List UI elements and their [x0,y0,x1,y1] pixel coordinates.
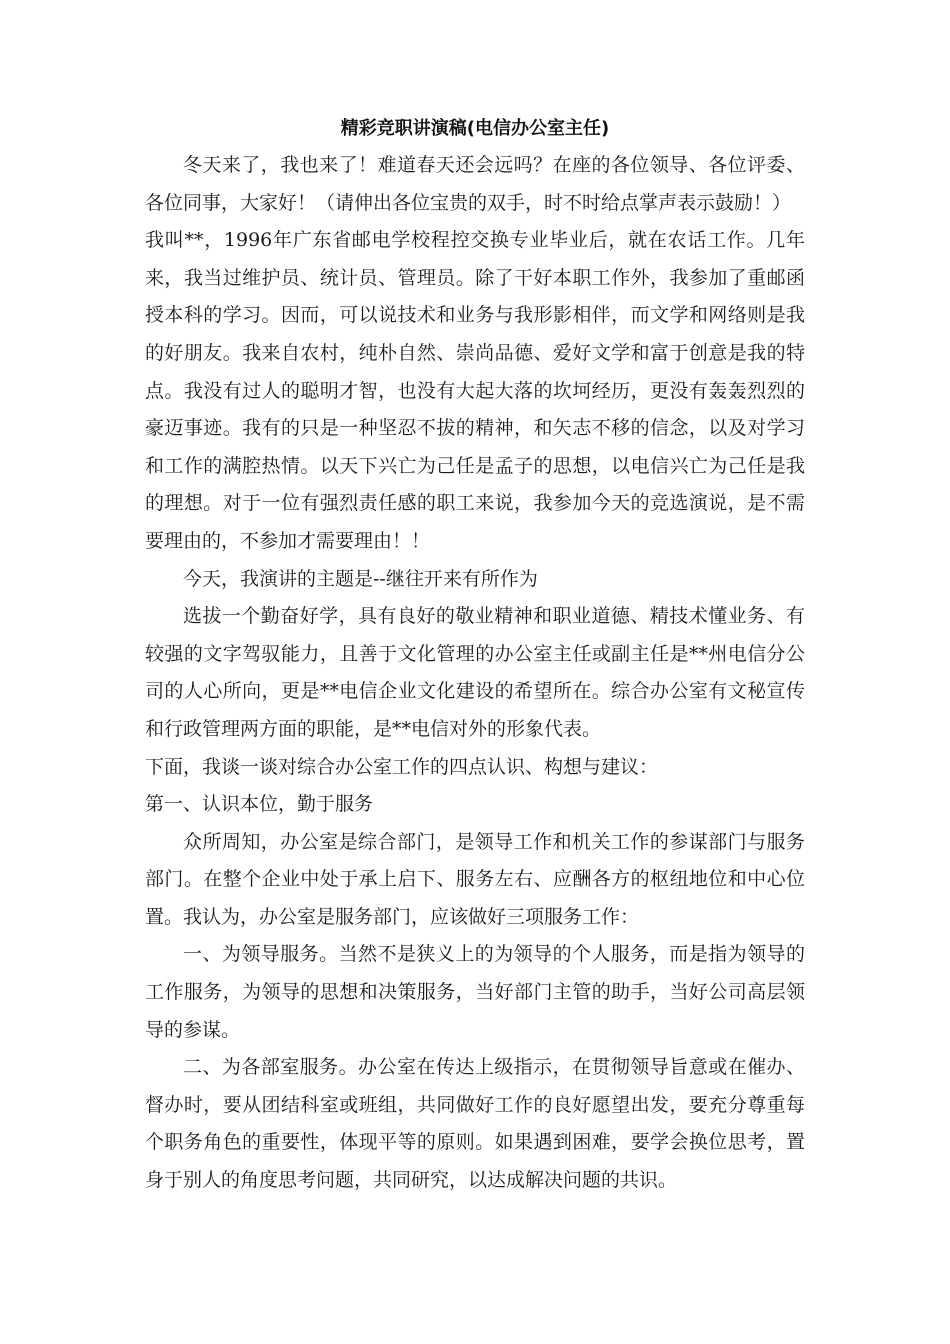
document-body [145,147,805,1200]
paragraph-office-role: 众所周知，办公室是综合部门，是领导工作和机关工作的参谋部门与服务部门。在整个企业中处于承上启下、服务左右、应酬各方的枢纽地位和中心位置。我认为，办公室是服务部门，应该做好三项服务工作： [145,830,805,928]
paragraph-serve-departments: 二、为各部室服务。办公室在传达上级指示，在贯彻领导旨意或在催办、督办时，要从团结科室或班组，共同做好工作的良好愿望出发，要充分尊重每个职务角色的重要性，体现平等的原则。如果遇到困难，要学会换位思考，置身于别人的角度思考问题，共同研究，以达成解决问题的共识。 [145,1056,805,1192]
paragraph-greeting: 冬天来了，我也来了！难道春天还会远吗？在座的各位领导、各位评委、各位同事，大家好！（请伸出各位宝贵的双手，时不时给点掌声表示鼓励！） [145,154,805,214]
paragraph-selection: 选拔一个勤奋好学，具有良好的敬业精神和职业道德、精技术懂业务、有较强的文字驾驭能力，且善于文化管理的办公室主任或副主任是**州电信分公司的人心所向，更是**电信企业文化建设的希望所在。综合办公室有文秘宣传和行政管理两方面的职能，是**电信对外的形象代表。 [145,605,805,740]
paragraph-theme: 今天，我演讲的主题是--继往开来有所作为 [183,567,538,590]
paragraph-serve-leaders: 一、为领导服务。当然不是狭义上的为领导的个人服务，而是指为领导的工作服务，为领导的思想和决策服务，当好部门主管的助手，当好公司高层领导的参谋。 [145,943,805,1041]
section-heading-first: 第一、认识本位，勤于服务 [145,793,374,816]
paragraph-transition: 下面，我谈一谈对综合办公室工作的四点认识、构想与建议： [145,755,659,778]
document-title: 精彩竞职讲演稿(电信办公室主任) [340,118,610,139]
paragraph-introduction: 我叫**，1996年广东省邮电学校程控交换专业毕业后，就在农话工作。几年来，我当过维护员、统计员、管理员。除了干好本职工作外，我参加了重邮函授本科的学习。因而，可以说技术和业务与我形影相伴，而文学和网络则是我的好朋友。我来自农村，纯朴自然、崇尚品德、爱好文学和富于创意是我的特点。我没有过人的聪明才智，也没有大起大落的坎坷经历，更没有轰轰烈烈的豪迈事迹。我有的只是一种坚忍不拔的精神，和矢志不移的信念，以及对学习和工作的满腔热情。以天下兴亡为己任是孟子的思想，以电信兴亡为己任是我的理想。对于一位有强烈责任感的职工来说，我参加今天的竞选演说，是不需要理由的，不参加才需要理由！！ [145,229,805,552]
